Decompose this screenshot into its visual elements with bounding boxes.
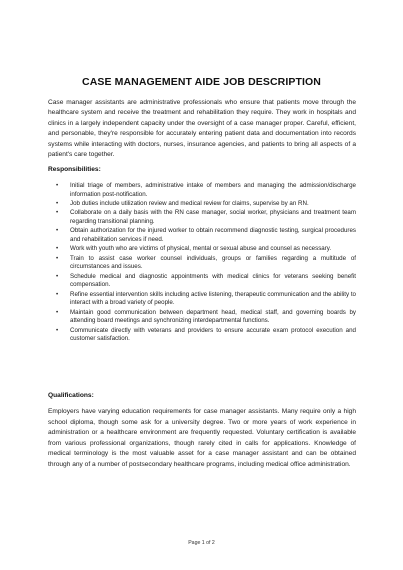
list-item	[48, 200, 356, 209]
bullet-icon: •	[56, 199, 59, 207]
list-item-text: Communicate directly with veterans and providers to ensure accurate exam protocol execution and customer satisfaction.	[70, 326, 356, 343]
intro-paragraph: Case manager assistants are administrative professionals who ensure that patients move through the healthcare system and receive the treatment and rehabilitation they require. They work in hospitals and clinics in a largely independent capacity under the oversight of a case manager proper. Careful, efficient, and personable, they're responsible for accurately entering patient data and documentation into records systems while interacting with doctors, nurses, insurance agencies, and patients to bring all aspects of a patient's care together.	[48, 99, 356, 159]
bullet-icon: •	[56, 227, 59, 235]
responsibilities-list	[48, 182, 356, 345]
list-item-text: Maintain good communication between department head, medical staff, and governing boards by attending board meetings and synchronizing interdepartmental functions.	[70, 308, 356, 325]
list-item	[48, 273, 356, 290]
document-title: CASE MANAGEMENT AIDE JOB DESCRIPTION	[82, 76, 321, 88]
bullet-icon: •	[56, 254, 59, 262]
list-item-text: Job duties include utilization review and medical review for claims, supervise by an RN.	[70, 199, 309, 207]
list-item	[48, 227, 356, 244]
list-item-text: Train to assist case worker counsel individuals, groups or families regarding a multitude of circumstances and issues.	[70, 254, 356, 271]
list-item	[48, 209, 356, 226]
list-item-text: Obtain authorization for the injured worker to obtain recommend diagnostic testing, surgical procedures and rehabilitation services if need.	[70, 227, 356, 243]
bullet-icon: •	[56, 209, 59, 217]
page-number: Page 1 of 2	[188, 540, 215, 546]
list-item-text: Initial triage of members, administrative intake of members and managing the admission/discharge information post-notification.	[70, 182, 356, 198]
bullet-icon: •	[56, 290, 59, 298]
qualifications-heading: Qualifications:	[48, 392, 94, 399]
qualifications-paragraph: Employers have varying education requirements for case manager assistants. Many require only a high school diploma, though some ask for a university degree. Two or more years of work experience in administration or a healthcare environment are frequently requested. Voluntary certification is available from various professional organizations, though rarely cited in calls for applications. Knowledge of medical terminology is the most valuable asset for a case manager assistant and can be obtained through any of a number of postsecondary healthcare programs, including medical office administration.	[48, 408, 356, 468]
bullet-icon: •	[56, 326, 59, 334]
list-item-text: Work with youth who are victims of physical, mental or sexual abuse and counsel as necessary.	[70, 245, 332, 253]
bullet-icon: •	[56, 308, 59, 316]
bullet-icon: •	[56, 272, 59, 280]
bullet-icon: •	[56, 182, 59, 189]
list-item	[48, 255, 356, 272]
list-item	[48, 245, 356, 254]
list-item-text: Schedule medical and diagnostic appointments with medical clinics for veterans seeking benefit compensation.	[70, 272, 356, 289]
list-item	[48, 291, 356, 308]
list-item-text: Collaborate on a daily basis with the RN case manager, social worker, physicians and treatment team regarding transitional planning.	[70, 209, 356, 225]
list-item-text: Refine essential intervention skills including active listening, therapeutic communication and the ability to interact with a broad variety of people.	[70, 290, 356, 307]
responsibilities-heading: Responsibilities:	[48, 166, 101, 173]
bullet-icon: •	[56, 245, 59, 253]
list-item	[48, 182, 356, 199]
list-item	[48, 309, 356, 326]
list-item	[48, 327, 356, 344]
